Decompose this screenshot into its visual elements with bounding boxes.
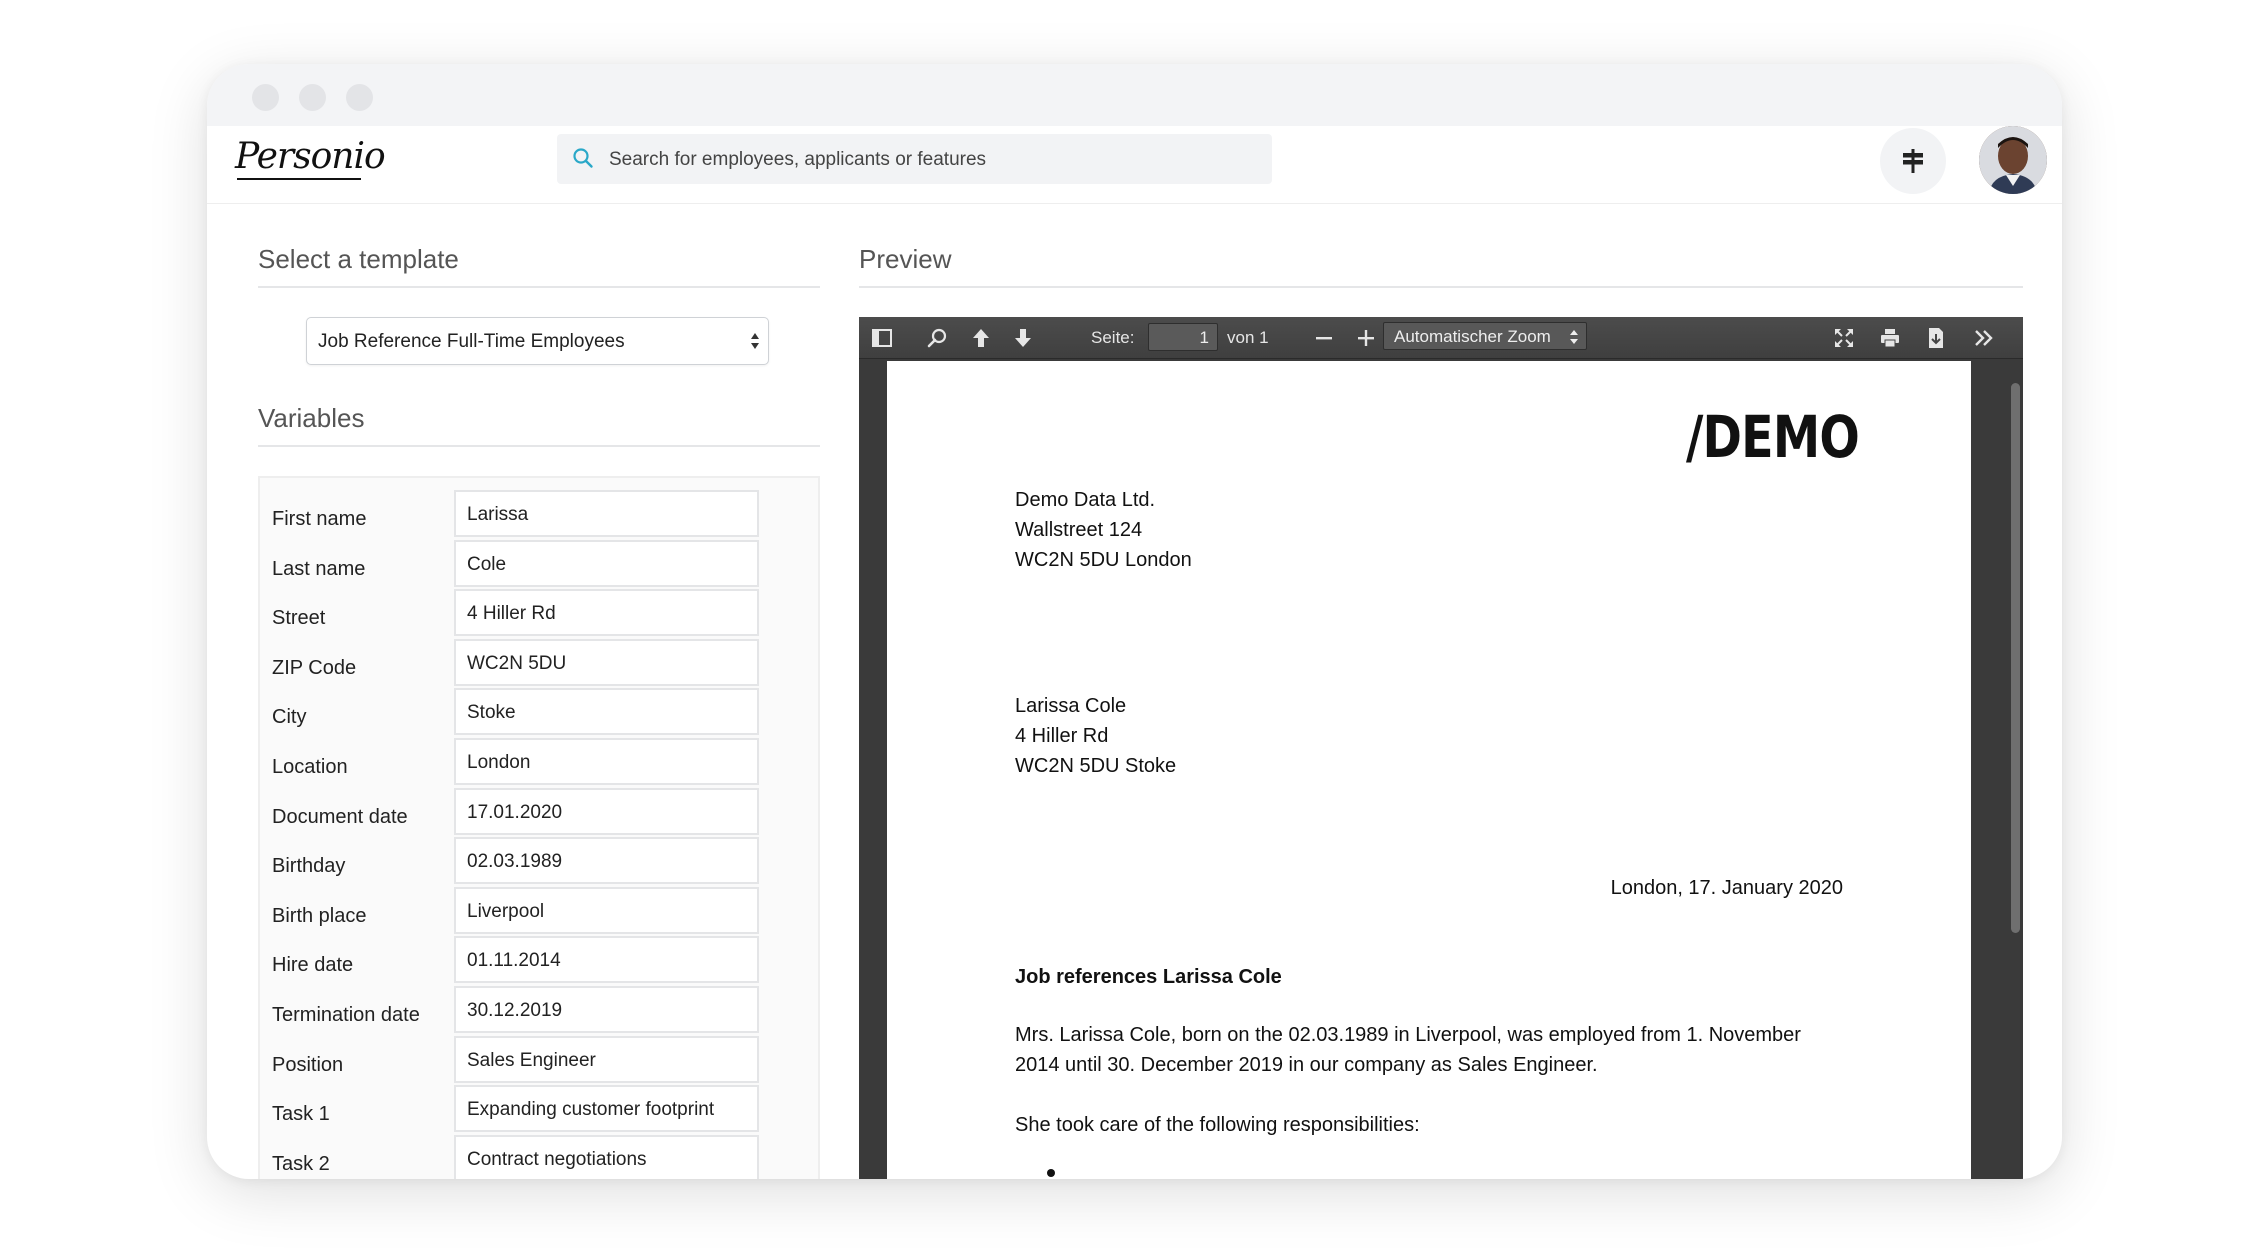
select-template-title: Select a template bbox=[258, 244, 459, 274]
variable-row bbox=[260, 589, 818, 639]
variable-input[interactable]: WC2N 5DU bbox=[454, 639, 759, 686]
variable-row bbox=[260, 639, 818, 689]
browser-window bbox=[207, 64, 2062, 1179]
variable-label: City bbox=[272, 706, 307, 729]
window-close-button[interactable] bbox=[252, 84, 279, 111]
page-count: von 1 bbox=[1227, 328, 1269, 347]
variable-row bbox=[260, 887, 818, 937]
variable-input[interactable]: Stoke bbox=[454, 688, 759, 735]
search-input[interactable]: Search for employees, applicants or features bbox=[609, 149, 987, 170]
variable-input[interactable]: Liverpool bbox=[454, 887, 759, 934]
variable-label: Task 1 bbox=[272, 1103, 330, 1126]
personio-logo[interactable]: Personio bbox=[235, 136, 385, 177]
variable-label: Hire date bbox=[272, 954, 354, 977]
variable-row bbox=[260, 837, 818, 887]
variable-label: ZIP Code bbox=[272, 656, 357, 679]
variable-row bbox=[260, 490, 818, 540]
variable-label: Birthday bbox=[272, 855, 346, 878]
document-paragraph-1: Mrs. Larissa Cole, born on the 02.03.1989 in Liverpool, was employed from 1. November 2014 until 30. December 2019 in our company as Sales Engineer. bbox=[1015, 1024, 1801, 1076]
variable-input[interactable]: 01.11.2014 bbox=[454, 936, 759, 983]
preview-divider bbox=[859, 286, 2023, 288]
variable-input[interactable]: Larissa bbox=[454, 490, 759, 537]
pdf-viewer[interactable] bbox=[859, 317, 2023, 1179]
variable-input[interactable]: 30.12.2019 bbox=[454, 986, 759, 1033]
variable-row bbox=[260, 1135, 818, 1179]
template-select[interactable] bbox=[306, 317, 769, 365]
zoom-in-icon[interactable] bbox=[1355, 327, 1377, 349]
variable-input[interactable]: Contract negotiations bbox=[454, 1135, 759, 1179]
recipient-line-2: 4 Hiller Rd bbox=[1015, 725, 1109, 747]
variable-label: Birth place bbox=[272, 904, 367, 927]
search-bar[interactable] bbox=[557, 134, 1272, 184]
variable-input[interactable]: 17.01.2020 bbox=[454, 788, 759, 835]
preview-title: Preview bbox=[859, 244, 952, 274]
previous-page-icon[interactable] bbox=[970, 327, 992, 349]
find-icon[interactable] bbox=[927, 327, 949, 349]
variable-row bbox=[260, 986, 818, 1036]
variable-input[interactable]: 4 Hiller Rd bbox=[454, 589, 759, 636]
variable-input[interactable]: Expanding customer footprint bbox=[454, 1085, 759, 1132]
page-label: Seite: bbox=[1091, 328, 1135, 347]
template-divider bbox=[258, 286, 820, 288]
variables-panel bbox=[258, 476, 820, 1179]
variable-label: Location bbox=[272, 756, 348, 778]
variable-input[interactable]: Cole bbox=[454, 540, 759, 587]
sender-line-3: WC2N 5DU London bbox=[1015, 549, 1192, 571]
variable-label: Last name bbox=[272, 557, 366, 580]
pdf-scrollbar-thumb[interactable] bbox=[2011, 383, 2020, 933]
variable-input[interactable]: London bbox=[454, 738, 759, 785]
pdf-page bbox=[887, 361, 1971, 1179]
sidebar-toggle-icon[interactable] bbox=[871, 327, 893, 349]
document-heading: Job references Larissa Cole bbox=[1015, 966, 1282, 988]
logo-underline bbox=[237, 178, 361, 180]
demo-logo: /DEMO bbox=[1685, 403, 1859, 471]
variable-row bbox=[260, 540, 818, 590]
variable-label: Document date bbox=[272, 805, 408, 828]
document-paragraph-2: She took care of the following responsibilities: bbox=[1015, 1114, 1420, 1136]
recipient-line-3: WC2N 5DU Stoke bbox=[1015, 755, 1177, 777]
window-zoom-button[interactable] bbox=[346, 84, 373, 111]
list-bullet bbox=[1047, 1169, 1055, 1177]
variable-row bbox=[260, 688, 818, 738]
variable-label: Termination date bbox=[272, 1004, 420, 1026]
variable-row bbox=[260, 1085, 818, 1135]
page-number-input[interactable]: 1 bbox=[1148, 323, 1218, 351]
next-page-icon[interactable] bbox=[1012, 327, 1034, 349]
variable-label: Position bbox=[272, 1053, 344, 1076]
variables-title: Variables bbox=[258, 403, 365, 433]
search-icon bbox=[572, 147, 594, 169]
select-arrows-icon bbox=[750, 330, 760, 352]
signpost-button[interactable] bbox=[1880, 128, 1946, 194]
zoom-arrows-icon bbox=[1570, 329, 1578, 345]
signpost-icon bbox=[1901, 148, 1925, 174]
template-select-value: Job Reference Full-Time Employees bbox=[318, 331, 625, 352]
pdf-toolbar bbox=[859, 317, 2023, 359]
download-icon[interactable] bbox=[1925, 327, 1947, 349]
recipient-line-1: Larissa Cole bbox=[1015, 695, 1127, 717]
variable-label: First name bbox=[272, 508, 367, 530]
zoom-select-value: Automatischer Zoom bbox=[1394, 327, 1551, 346]
window-minimize-button[interactable] bbox=[299, 84, 326, 111]
sender-line-1: Demo Data Ltd. bbox=[1015, 489, 1156, 511]
zoom-out-icon[interactable] bbox=[1313, 327, 1335, 349]
variable-row bbox=[260, 936, 818, 986]
user-avatar[interactable] bbox=[1979, 126, 2047, 194]
print-icon[interactable] bbox=[1879, 327, 1901, 349]
variable-label: Street bbox=[272, 607, 326, 630]
sender-line-2: Wallstreet 124 bbox=[1015, 519, 1143, 541]
avatar-image bbox=[1979, 126, 2047, 194]
zoom-select[interactable] bbox=[1383, 322, 1587, 350]
variable-row bbox=[260, 788, 818, 838]
tools-menu-icon[interactable] bbox=[1973, 327, 1995, 349]
variable-row bbox=[260, 1036, 818, 1086]
variable-row bbox=[260, 738, 818, 788]
variable-input[interactable]: Sales Engineer bbox=[454, 1036, 759, 1083]
variable-label: Task 2 bbox=[272, 1152, 330, 1175]
document-date: London, 17. January 2020 bbox=[1610, 877, 1843, 899]
presentation-mode-icon[interactable] bbox=[1833, 327, 1855, 349]
window-titlebar bbox=[207, 64, 2062, 126]
variables-divider bbox=[258, 445, 820, 447]
variable-input[interactable]: 02.03.1989 bbox=[454, 837, 759, 884]
